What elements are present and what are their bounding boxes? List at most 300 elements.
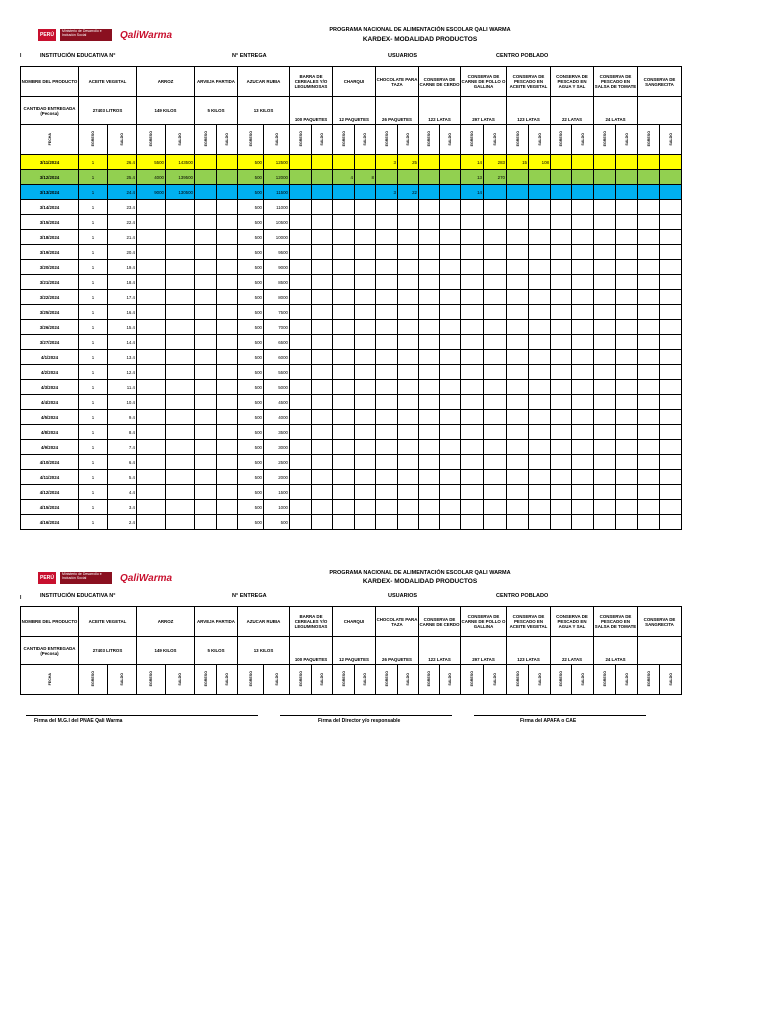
table-cell[interactable] [507,320,529,335]
table-cell[interactable] [333,395,355,410]
table-cell[interactable] [290,350,312,365]
table-cell[interactable] [572,260,594,275]
table-cell[interactable] [217,335,238,350]
table-cell[interactable] [484,245,507,260]
table-cell[interactable] [572,335,594,350]
table-cell[interactable] [333,185,355,200]
table-cell[interactable] [638,425,660,440]
table-cell[interactable] [529,380,551,395]
table-cell[interactable] [594,320,616,335]
table-cell[interactable] [551,305,572,320]
table-cell[interactable] [376,215,398,230]
table-cell[interactable]: 12.4 [108,365,137,380]
table-cell[interactable] [166,470,195,485]
table-cell[interactable] [195,485,217,500]
table-cell[interactable]: 500 [238,350,264,365]
table-cell[interactable] [484,260,507,275]
table-cell[interactable] [507,500,529,515]
table-cell[interactable] [290,455,312,470]
table-cell[interactable] [594,380,616,395]
table-cell[interactable] [333,485,355,500]
table-cell[interactable] [507,260,529,275]
table-cell[interactable] [660,425,682,440]
table-cell[interactable]: 6000 [264,350,290,365]
table-cell[interactable] [638,380,660,395]
table-cell[interactable]: 13.4 [108,350,137,365]
table-cell[interactable] [312,365,333,380]
table-cell[interactable]: 2000 [264,470,290,485]
table-cell[interactable]: 10.4 [108,395,137,410]
table-cell[interactable] [461,245,484,260]
table-cell[interactable] [195,230,217,245]
table-cell[interactable] [312,155,333,170]
table-cell[interactable] [355,230,376,245]
table-cell[interactable] [355,185,376,200]
table-cell[interactable] [195,365,217,380]
table-cell[interactable] [484,335,507,350]
table-cell[interactable] [440,170,461,185]
table-cell[interactable] [355,410,376,425]
table-cell[interactable]: 1 [79,350,108,365]
table-cell[interactable]: 500 [238,155,264,170]
table-cell[interactable] [660,455,682,470]
table-cell[interactable] [551,455,572,470]
table-cell[interactable] [638,500,660,515]
table-cell[interactable] [355,200,376,215]
table-cell[interactable]: 1 [79,515,108,530]
table-cell[interactable] [529,425,551,440]
table-cell[interactable] [616,350,638,365]
table-cell[interactable] [355,470,376,485]
table-cell[interactable] [419,260,440,275]
table-cell[interactable] [166,500,195,515]
table-cell[interactable] [594,155,616,170]
table-cell[interactable] [484,290,507,305]
table-cell[interactable] [440,305,461,320]
table-cell[interactable]: 15.4 [108,320,137,335]
table-cell[interactable]: 14 [461,185,484,200]
table-cell[interactable]: 9000 [264,260,290,275]
table-cell[interactable] [616,230,638,245]
table-cell[interactable]: 1 [79,500,108,515]
table-cell[interactable] [419,485,440,500]
table-cell[interactable] [616,425,638,440]
table-cell[interactable] [507,455,529,470]
table-cell[interactable]: 500 [238,215,264,230]
table-cell[interactable] [484,365,507,380]
table-cell[interactable] [217,395,238,410]
table-cell[interactable]: 1 [79,425,108,440]
table-cell[interactable] [529,275,551,290]
table-cell[interactable] [529,350,551,365]
table-cell[interactable] [616,170,638,185]
table-cell[interactable] [290,365,312,380]
table-cell[interactable] [312,515,333,530]
table-cell[interactable]: 24.4 [108,185,137,200]
table-cell[interactable] [616,320,638,335]
table-cell[interactable] [484,215,507,230]
table-cell[interactable] [594,350,616,365]
table-cell[interactable] [616,515,638,530]
table-cell[interactable] [137,455,166,470]
table-cell[interactable] [594,230,616,245]
table-cell[interactable] [312,470,333,485]
table-cell[interactable] [660,410,682,425]
table-cell[interactable] [217,320,238,335]
table-cell[interactable] [398,410,419,425]
table-cell[interactable] [333,500,355,515]
table-cell[interactable] [594,365,616,380]
table-cell[interactable]: 283 [484,155,507,170]
table-cell[interactable]: 9.4 [108,410,137,425]
table-cell[interactable] [594,485,616,500]
table-cell[interactable] [419,395,440,410]
table-cell[interactable] [290,440,312,455]
table-cell[interactable] [551,320,572,335]
table-cell[interactable]: 11.4 [108,380,137,395]
table-cell[interactable]: 500 [238,320,264,335]
table-cell[interactable] [195,395,217,410]
table-cell[interactable] [529,320,551,335]
table-cell[interactable] [551,200,572,215]
table-cell[interactable] [137,380,166,395]
table-cell[interactable] [484,395,507,410]
table-cell[interactable] [137,290,166,305]
table-cell[interactable] [419,500,440,515]
table-cell[interactable] [461,455,484,470]
table-cell[interactable] [440,380,461,395]
table-cell[interactable] [660,230,682,245]
table-cell[interactable] [290,275,312,290]
table-cell[interactable]: 500 [238,275,264,290]
table-cell[interactable] [461,215,484,230]
table-cell[interactable] [333,455,355,470]
table-cell[interactable] [376,275,398,290]
table-cell[interactable] [616,305,638,320]
table-cell[interactable] [290,320,312,335]
table-cell[interactable] [616,200,638,215]
table-cell[interactable]: 11000 [264,200,290,215]
table-cell[interactable] [461,485,484,500]
table-cell[interactable] [594,500,616,515]
table-cell[interactable] [355,350,376,365]
table-cell[interactable]: 500 [238,455,264,470]
table-cell[interactable] [440,335,461,350]
table-cell[interactable] [290,170,312,185]
table-cell[interactable]: 500 [238,290,264,305]
table-cell[interactable] [572,425,594,440]
table-cell[interactable] [507,245,529,260]
table-cell[interactable] [376,230,398,245]
table-cell[interactable]: 3 [376,185,398,200]
table-cell[interactable] [166,350,195,365]
table-cell[interactable] [419,350,440,365]
table-cell[interactable]: 1000 [264,500,290,515]
table-cell[interactable] [137,305,166,320]
table-cell[interactable] [166,440,195,455]
table-cell[interactable] [461,320,484,335]
table-cell[interactable] [376,335,398,350]
table-cell[interactable] [217,230,238,245]
table-cell[interactable] [166,365,195,380]
table-cell[interactable] [137,500,166,515]
table-cell[interactable]: 5500 [137,155,166,170]
table-cell[interactable] [616,275,638,290]
table-cell[interactable] [440,440,461,455]
table-cell[interactable] [137,350,166,365]
table-cell[interactable] [484,455,507,470]
table-cell[interactable] [551,500,572,515]
table-cell[interactable] [290,485,312,500]
table-cell[interactable] [217,170,238,185]
table-cell[interactable] [355,395,376,410]
table-cell[interactable] [551,230,572,245]
table-cell[interactable] [333,320,355,335]
table-cell[interactable] [551,425,572,440]
table-cell[interactable] [594,200,616,215]
table-cell[interactable] [638,290,660,305]
table-cell[interactable]: 500 [238,245,264,260]
table-cell[interactable] [290,230,312,245]
table-cell[interactable] [195,515,217,530]
table-cell[interactable] [376,350,398,365]
table-cell[interactable] [660,350,682,365]
table-cell[interactable] [529,215,551,230]
table-cell[interactable] [551,170,572,185]
table-cell[interactable] [616,335,638,350]
table-cell[interactable] [461,470,484,485]
table-cell[interactable] [398,200,419,215]
table-cell[interactable] [355,380,376,395]
table-cell[interactable]: 1 [79,290,108,305]
table-cell[interactable] [616,455,638,470]
table-cell[interactable] [398,485,419,500]
table-cell[interactable] [166,425,195,440]
table-cell[interactable] [398,425,419,440]
table-cell[interactable] [551,245,572,260]
table-cell[interactable] [616,215,638,230]
table-cell[interactable] [594,185,616,200]
table-cell[interactable]: 1 [79,470,108,485]
table-cell[interactable] [217,425,238,440]
table-cell[interactable] [217,245,238,260]
table-cell[interactable] [290,380,312,395]
table-cell[interactable] [572,200,594,215]
table-cell[interactable] [638,455,660,470]
table-cell[interactable] [616,470,638,485]
table-cell[interactable] [572,320,594,335]
table-cell[interactable] [376,380,398,395]
table-cell[interactable] [551,185,572,200]
table-cell[interactable] [398,170,419,185]
table-cell[interactable]: 1 [79,305,108,320]
table-cell[interactable] [484,515,507,530]
table-cell[interactable] [419,275,440,290]
table-cell[interactable] [529,440,551,455]
table-cell[interactable] [461,380,484,395]
table-cell[interactable]: 4 [333,170,355,185]
table-cell[interactable]: 130500 [166,185,195,200]
table-cell[interactable] [572,440,594,455]
table-cell[interactable] [529,200,551,215]
table-cell[interactable]: 500 [238,305,264,320]
table-cell[interactable] [638,155,660,170]
table-cell[interactable] [529,410,551,425]
table-cell[interactable]: 1 [79,455,108,470]
table-cell[interactable] [572,455,594,470]
table-cell[interactable] [312,410,333,425]
table-cell[interactable] [355,455,376,470]
table-cell[interactable] [461,275,484,290]
table-cell[interactable] [333,335,355,350]
table-cell[interactable] [440,515,461,530]
table-cell[interactable] [484,305,507,320]
table-cell[interactable] [355,320,376,335]
table-cell[interactable]: 21.4 [108,230,137,245]
table-cell[interactable] [594,455,616,470]
table-cell[interactable] [529,335,551,350]
table-cell[interactable] [507,395,529,410]
table-cell[interactable] [195,155,217,170]
table-cell[interactable]: 9500 [264,245,290,260]
table-cell[interactable] [195,185,217,200]
table-cell[interactable] [419,185,440,200]
table-cell[interactable] [312,290,333,305]
table-cell[interactable]: 500 [238,230,264,245]
table-cell[interactable]: 26.4 [108,155,137,170]
table-cell[interactable] [616,440,638,455]
table-cell[interactable]: 9000 [137,185,166,200]
table-cell[interactable] [551,410,572,425]
table-cell[interactable] [440,365,461,380]
table-cell[interactable] [440,215,461,230]
table-cell[interactable] [195,440,217,455]
table-cell[interactable] [529,170,551,185]
table-cell[interactable]: 500 [238,170,264,185]
table-cell[interactable] [290,200,312,215]
table-cell[interactable] [398,320,419,335]
table-cell[interactable] [333,410,355,425]
table-cell[interactable] [166,245,195,260]
table-cell[interactable] [638,215,660,230]
table-cell[interactable] [529,515,551,530]
table-cell[interactable]: 14 [461,155,484,170]
table-cell[interactable] [217,275,238,290]
table-cell[interactable] [166,305,195,320]
table-cell[interactable]: 1 [79,440,108,455]
table-cell[interactable] [572,395,594,410]
table-cell[interactable] [594,410,616,425]
table-cell[interactable] [355,515,376,530]
table-cell[interactable] [166,320,195,335]
table-cell[interactable] [507,425,529,440]
table-cell[interactable] [638,320,660,335]
table-cell[interactable] [290,290,312,305]
table-cell[interactable] [355,275,376,290]
table-cell[interactable] [484,410,507,425]
table-cell[interactable] [660,440,682,455]
table-cell[interactable] [461,335,484,350]
table-cell[interactable] [616,185,638,200]
table-cell[interactable] [461,290,484,305]
table-cell[interactable] [376,485,398,500]
table-cell[interactable]: 20.4 [108,245,137,260]
table-cell[interactable] [355,155,376,170]
table-cell[interactable] [376,170,398,185]
table-cell[interactable] [312,455,333,470]
table-cell[interactable]: 4.4 [108,485,137,500]
table-cell[interactable] [312,230,333,245]
table-cell[interactable] [529,470,551,485]
table-cell[interactable]: 500 [238,470,264,485]
table-cell[interactable] [333,290,355,305]
table-cell[interactable] [419,455,440,470]
table-cell[interactable] [398,365,419,380]
table-cell[interactable]: 5.4 [108,470,137,485]
table-cell[interactable] [290,425,312,440]
table-cell[interactable] [529,365,551,380]
table-cell[interactable] [440,290,461,305]
table-cell[interactable] [507,470,529,485]
table-cell[interactable] [507,290,529,305]
table-cell[interactable] [551,215,572,230]
table-cell[interactable] [551,395,572,410]
table-cell[interactable]: 4000 [264,410,290,425]
table-cell[interactable] [195,410,217,425]
table-cell[interactable] [333,305,355,320]
table-cell[interactable] [137,260,166,275]
table-cell[interactable] [195,380,217,395]
table-cell[interactable]: 3500 [264,425,290,440]
table-cell[interactable] [616,410,638,425]
table-cell[interactable] [195,290,217,305]
table-cell[interactable]: 3 [376,155,398,170]
table-cell[interactable] [507,380,529,395]
table-cell[interactable] [419,335,440,350]
table-cell[interactable] [290,260,312,275]
table-cell[interactable] [137,335,166,350]
table-cell[interactable] [660,395,682,410]
table-cell[interactable] [398,500,419,515]
table-cell[interactable] [419,230,440,245]
table-cell[interactable] [217,440,238,455]
table-cell[interactable] [376,470,398,485]
table-cell[interactable] [166,275,195,290]
table-cell[interactable] [440,185,461,200]
table-cell[interactable] [398,290,419,305]
table-cell[interactable] [333,440,355,455]
table-cell[interactable]: 1 [79,320,108,335]
table-cell[interactable] [638,245,660,260]
table-cell[interactable]: 8.4 [108,425,137,440]
table-cell[interactable] [419,410,440,425]
table-cell[interactable]: 108 [529,155,551,170]
table-cell[interactable] [440,200,461,215]
table-cell[interactable] [333,245,355,260]
table-cell[interactable] [419,290,440,305]
table-cell[interactable] [217,260,238,275]
table-cell[interactable] [461,230,484,245]
table-cell[interactable] [638,260,660,275]
table-cell[interactable] [507,515,529,530]
table-cell[interactable] [529,305,551,320]
table-cell[interactable] [440,260,461,275]
table-cell[interactable] [290,305,312,320]
table-cell[interactable]: 6.4 [108,455,137,470]
table-cell[interactable] [398,440,419,455]
table-cell[interactable] [572,230,594,245]
table-cell[interactable] [398,305,419,320]
